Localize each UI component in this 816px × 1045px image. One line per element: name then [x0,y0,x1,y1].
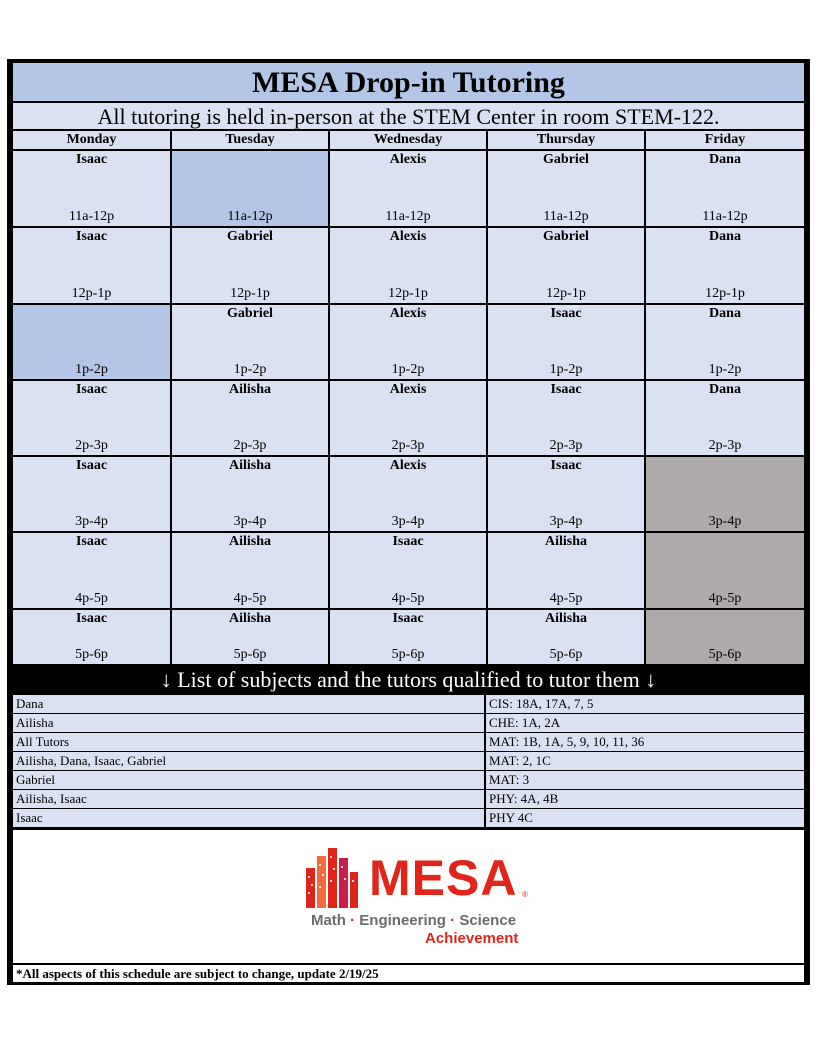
tutor-name: Isaac [392,611,424,626]
schedule-cell [330,381,486,455]
subjects-banner: ↓ List of subjects and the tutors qualified to tutor them ↓ [13,666,804,693]
tutor-name: Alexis [389,229,427,244]
schedule-cell [13,457,170,531]
time-slot: 3p-4p [391,514,425,529]
schedule-cell [13,305,170,379]
schedule-cell [646,228,804,303]
time-slot: 2p-3p [708,438,742,453]
day-header-thursday: Thursday [488,131,644,149]
time-slot: 3p-4p [233,514,267,529]
time-slot: 11a-12p [227,209,273,224]
schedule-cell [488,228,644,303]
tutor-name: Gabriel [227,306,273,321]
subject-tutors: All Tutors [13,733,484,751]
schedule-cell [488,610,644,664]
schedule-cell [646,151,804,226]
tutor-name: Isaac [550,306,582,321]
schedule-cell [13,533,170,608]
time-slot: 4p-5p [549,591,583,606]
time-slot: 1p-2p [549,362,583,377]
time-slot: 12p-1p [705,286,745,301]
day-header-tuesday: Tuesday [172,131,328,149]
subject-tutors: Ailisha, Isaac [13,790,484,808]
tutor-name: Isaac [550,382,582,397]
schedule-cell [646,457,804,531]
schedule-cell [330,533,486,608]
schedule-cell [488,457,644,531]
tutor-name: Dana [709,152,741,167]
tutor-name: Ailisha [228,382,271,397]
tagline-math: Math [310,912,346,929]
time-slot: 1p-2p [233,362,267,377]
subject-courses: PHY: 4A, 4B [486,790,804,808]
time-slot: 5p-6p [75,647,108,662]
schedule-document [7,59,810,985]
time-slot: 11a-12p [543,209,589,224]
subject-tutors: Gabriel [13,771,484,789]
schedule-cell [172,305,328,379]
page-title: MESA Drop-in Tutoring [13,63,804,101]
schedule-cell [646,533,804,608]
day-header-friday: Friday [646,131,804,149]
tagline-dot: · [350,912,356,929]
schedule-cell [488,305,644,379]
tutor-name: Isaac [75,458,108,473]
tutor-name: Gabriel [227,229,273,244]
tutor-name: Ailisha [228,611,271,626]
time-slot: 1p-2p [391,362,425,377]
tutor-name: Isaac [75,229,108,244]
tutor-name: Alexis [389,382,427,397]
time-slot: 12p-1p [546,286,586,301]
tagline-achievement: Achievement [425,930,519,947]
schedule-cell [646,610,804,664]
subject-tutors: Ailisha [13,714,484,732]
tutor-name: Dana [709,382,741,397]
schedule-cell [330,610,486,664]
time-slot: 4p-5p [708,591,742,606]
schedule-cell [488,381,644,455]
schedule-cell [13,381,170,455]
tutor-name: Alexis [389,152,427,167]
mesa-tagline [13,912,804,930]
tutor-name: Ailisha [228,534,271,549]
tutor-name: Isaac [75,152,108,167]
tutor-name: Dana [709,306,741,321]
time-slot: 11a-12p [702,209,748,224]
time-slot: 3p-4p [708,514,742,529]
tutor-name: Isaac [75,534,108,549]
time-slot: 1p-2p [75,362,108,377]
schedule-cell [330,305,486,379]
mesa-wordmark: MESA [369,850,518,906]
subject-tutors: Isaac [13,809,484,827]
tutor-name: Ailisha [228,458,271,473]
time-slot: 4p-5p [391,591,425,606]
time-slot: 5p-6p [391,647,425,662]
schedule-cell [13,610,170,664]
subject-courses: MAT: 2, 1C [486,752,804,770]
subject-courses: PHY 4C [486,809,804,827]
tagline-engineering: Engineering [359,912,446,929]
schedule-cell [330,228,486,303]
location-note: All tutoring is held in-person at the STEM Center in room STEM-122. [13,103,804,129]
schedule-cell [330,151,486,226]
schedule-cell [330,457,486,531]
subject-tutors: Dana [13,695,484,713]
schedule-cell [13,228,170,303]
time-slot: 2p-3p [233,438,267,453]
time-slot: 12p-1p [71,286,112,301]
tutor-name: Gabriel [543,152,589,167]
schedule-cell [172,533,328,608]
tagline-science: Science [459,912,517,929]
schedule-cell [13,151,170,226]
mesa-logo [13,830,804,963]
schedule-cell [172,381,328,455]
tutor-name: Isaac [392,534,424,549]
subject-courses: MAT: 1B, 1A, 5, 9, 10, 11, 36 [486,733,804,751]
time-slot: 3p-4p [75,514,108,529]
time-slot: 11a-12p [385,209,431,224]
tutor-name: Gabriel [543,229,589,244]
mesa-building-icon [304,846,360,908]
time-slot: 5p-6p [708,647,742,662]
subject-courses: CIS: 18A, 17A, 7, 5 [486,695,804,713]
tutor-name: Isaac [550,458,582,473]
footer-disclaimer: *All aspects of this schedule are subject to change, update 2/19/25 [13,965,804,982]
tutor-name: Alexis [389,458,427,473]
time-slot: 5p-6p [233,647,267,662]
subject-tutors: Ailisha, Dana, Isaac, Gabriel [13,752,484,770]
tutor-name: Ailisha [544,534,587,549]
subject-courses: MAT: 3 [486,771,804,789]
time-slot: 2p-3p [75,438,108,453]
registered-mark: ® [522,890,528,899]
time-slot: 2p-3p [549,438,583,453]
time-slot: 4p-5p [75,591,108,606]
day-header-monday: Monday [13,131,170,149]
time-slot: 3p-4p [549,514,583,529]
schedule-cell [488,533,644,608]
time-slot: 2p-3p [391,438,425,453]
schedule-cell [646,381,804,455]
day-header-wednesday: Wednesday [330,131,486,149]
time-slot: 4p-5p [233,591,267,606]
time-slot: 12p-1p [388,286,428,301]
tagline-dot: · [450,912,456,929]
schedule-cell [172,457,328,531]
tutor-name: Isaac [75,382,108,397]
schedule-cell [172,228,328,303]
schedule-cell [172,610,328,664]
schedule-cell [488,151,644,226]
tutor-name: Isaac [75,611,108,626]
schedule-cell [172,151,328,226]
tutor-name: Ailisha [544,611,587,626]
time-slot: 1p-2p [708,362,742,377]
time-slot: 12p-1p [230,286,270,301]
time-slot: 11a-12p [68,209,115,224]
tutor-name: Alexis [389,306,427,321]
schedule-cell [646,305,804,379]
tutor-name: Dana [709,229,741,244]
subject-courses: CHE: 1A, 2A [486,714,804,732]
time-slot: 5p-6p [549,647,583,662]
